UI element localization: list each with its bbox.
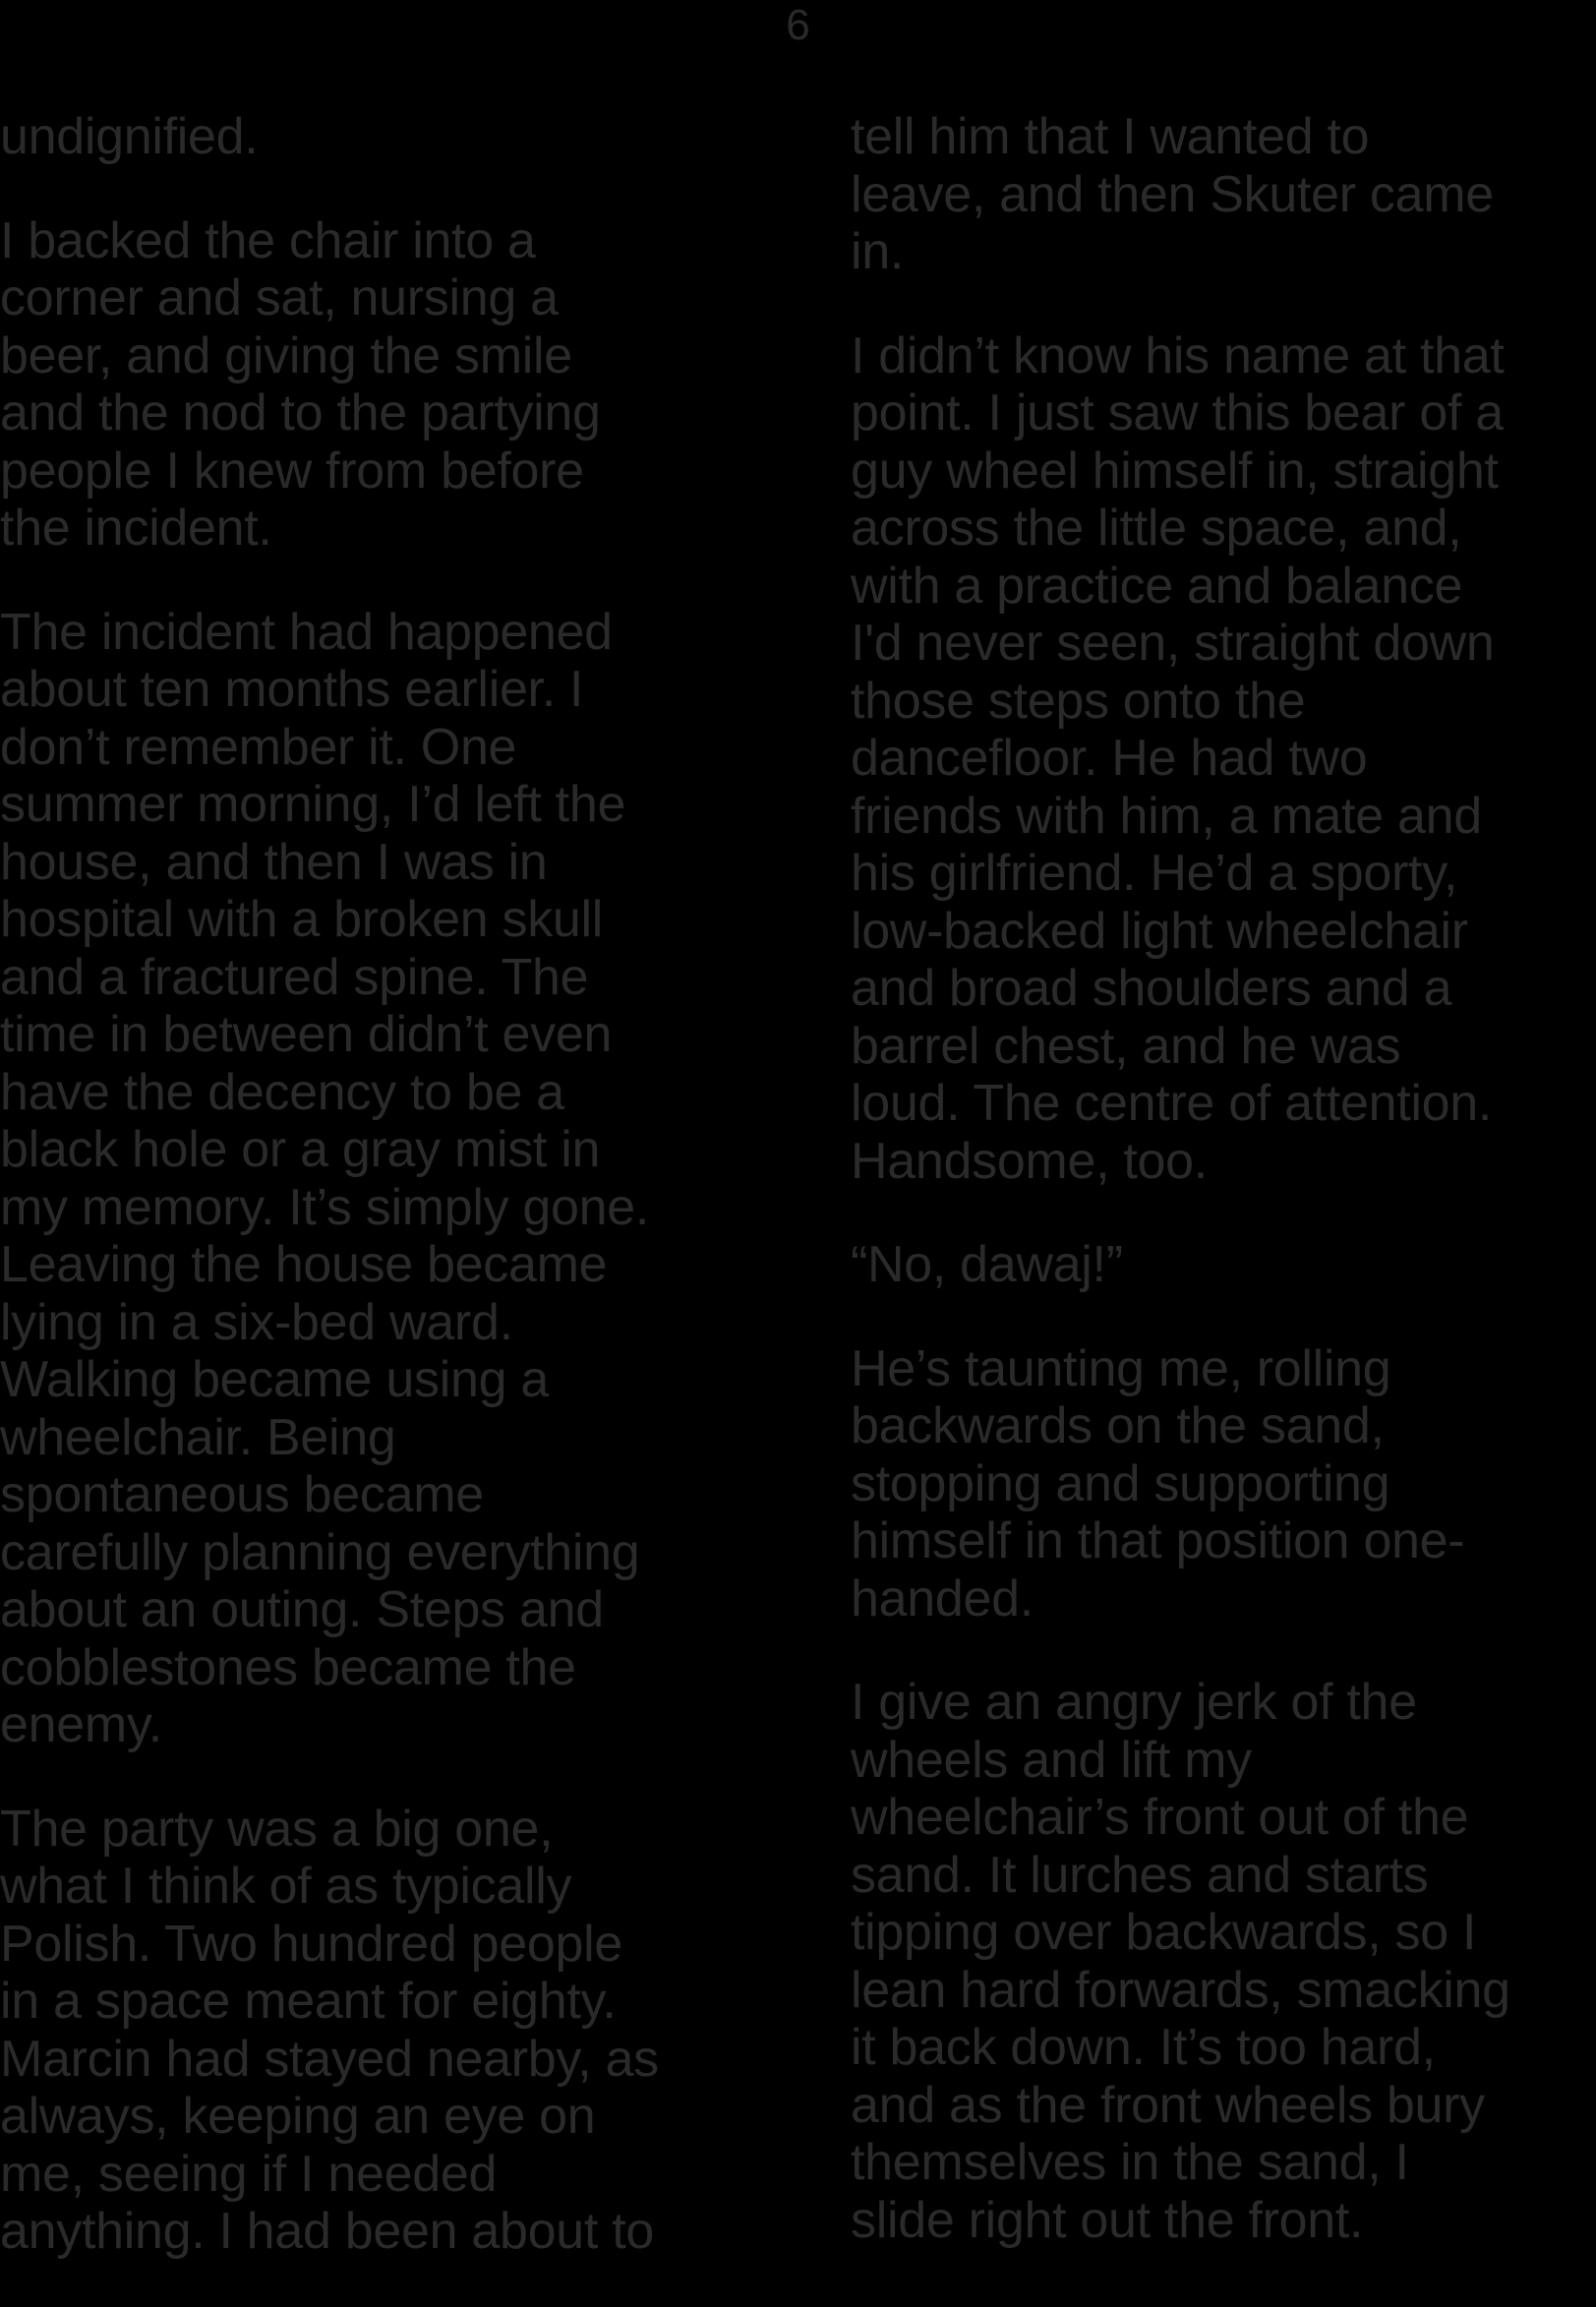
text-line: in. (851, 223, 905, 280)
text-line: what I think of as typically (0, 1858, 572, 1915)
paragraph (851, 1236, 1596, 1294)
text-line: it back down. It’s too hard, (851, 2019, 1436, 2076)
text-line: people I knew from before (0, 442, 584, 500)
text-line: about an outing. Steps and (0, 1581, 604, 1638)
paragraph (0, 1801, 767, 2261)
text-line: summer morning, I’d left the (0, 776, 626, 833)
text-line: my memory. It’s simply gone. (0, 1178, 650, 1236)
text-line: enemy. (0, 1696, 162, 1753)
text-line: The incident had happened (0, 603, 613, 661)
paragraph (0, 212, 767, 558)
text-line: I didn’t know his name at that (851, 326, 1505, 384)
text-line: wheelchair. Being (0, 1408, 396, 1466)
paragraph (0, 604, 767, 1754)
text-line: I backed the chair into a (0, 211, 536, 269)
text-line: undignified. (0, 108, 259, 165)
page-number: 6 (786, 1, 810, 49)
text-line: Walking became using a (0, 1351, 549, 1408)
text-line: themselves in the sand, I (851, 2134, 1409, 2191)
text-line: handed. (851, 1569, 1034, 1627)
paragraph (0, 108, 767, 166)
text-line: lean hard forwards, smacking (851, 1961, 1510, 2019)
text-line: leave, and then Skuter came (851, 165, 1494, 223)
text-line: anything. I had been about to (0, 2203, 654, 2260)
text-line: I'd never seen, straight down (851, 615, 1495, 672)
text-line: black hole or a gray mist in (0, 1121, 601, 1178)
text-line: carefully planning everything (0, 1523, 640, 1581)
text-line: time in between didn’t even (0, 1006, 613, 1063)
text-line: his girlfriend. He’d a sporty, (851, 845, 1458, 902)
text-line: “No, dawaj!” (851, 1236, 1123, 1293)
text-line: wheels and lift my (851, 1731, 1252, 1789)
paragraph (851, 327, 1596, 1191)
text-line: house, and then I was in (0, 833, 548, 891)
text-line: have the decency to be a (0, 1063, 564, 1121)
text-line: about ten months earlier. I (0, 661, 584, 718)
text-line: cobblestones became the (0, 1638, 576, 1696)
text-line: dancefloor. He had two (851, 730, 1368, 787)
text-line: me, seeing if I needed (0, 2145, 498, 2203)
text-line: barrel chest, and he was (851, 1017, 1401, 1075)
text-line: sand. It lurches and starts (851, 1846, 1429, 1904)
text-line: Handsome, too. (851, 1132, 1208, 1190)
text-line: guy wheel himself in, straight (851, 442, 1499, 500)
text-line: don’t remember it. One (0, 718, 517, 776)
text-line: and the nod to the partying (0, 384, 601, 442)
text-line: the incident. (0, 500, 272, 557)
text-line: Polish. Two hundred people (0, 1915, 623, 1973)
right-column (851, 108, 1596, 2295)
text-line: hospital with a broken skull (0, 891, 604, 948)
left-column (0, 108, 767, 2307)
text-line: He’s taunting me, rolling (851, 1339, 1391, 1397)
paragraph (851, 1674, 1596, 2249)
text-line: I give an angry jerk of the (851, 1674, 1417, 1731)
text-line: tipping over backwards, so I (851, 1904, 1477, 1961)
paragraph (851, 108, 1596, 281)
text-line: always, keeping an eye on (0, 2088, 596, 2145)
text-line: slide right out the front. (851, 2191, 1364, 2249)
text-line: those steps onto the (851, 672, 1306, 730)
text-line: low-backed light wheelchair (851, 902, 1468, 960)
text-line: loud. The centre of attention. (851, 1075, 1493, 1132)
text-line: with a practice and balance (851, 557, 1463, 615)
text-line: and broad shoulders and a (851, 960, 1452, 1017)
text-line: backwards on the sand, (851, 1397, 1385, 1454)
text-line: spontaneous became (0, 1466, 484, 1523)
text-line: Marcin had stayed nearby, as (0, 2030, 659, 2088)
text-line: across the little space, and, (851, 500, 1462, 557)
paragraph (851, 1340, 1596, 1628)
text-line: in a space meant for eighty. (0, 1973, 617, 2030)
text-line: stopping and supporting (851, 1454, 1390, 1512)
text-line: The party was a big one, (0, 1800, 554, 1858)
text-line: tell him that I wanted to (851, 108, 1370, 165)
text-line: and as the front wheels bury (851, 2076, 1485, 2134)
text-line: and a fractured spine. The (0, 948, 589, 1006)
text-line: point. I just saw this bear of a (851, 384, 1504, 442)
text-line: wheelchair’s front out of the (851, 1789, 1469, 1846)
text-line: Leaving the house became (0, 1236, 608, 1293)
text-line: beer, and giving the smile (0, 326, 572, 384)
text-line: lying in a six-bed ward. (0, 1293, 513, 1351)
text-line: friends with him, a mate and (851, 787, 1482, 845)
text-line: himself in that position one- (851, 1512, 1465, 1569)
text-line: corner and sat, nursing a (0, 269, 559, 326)
